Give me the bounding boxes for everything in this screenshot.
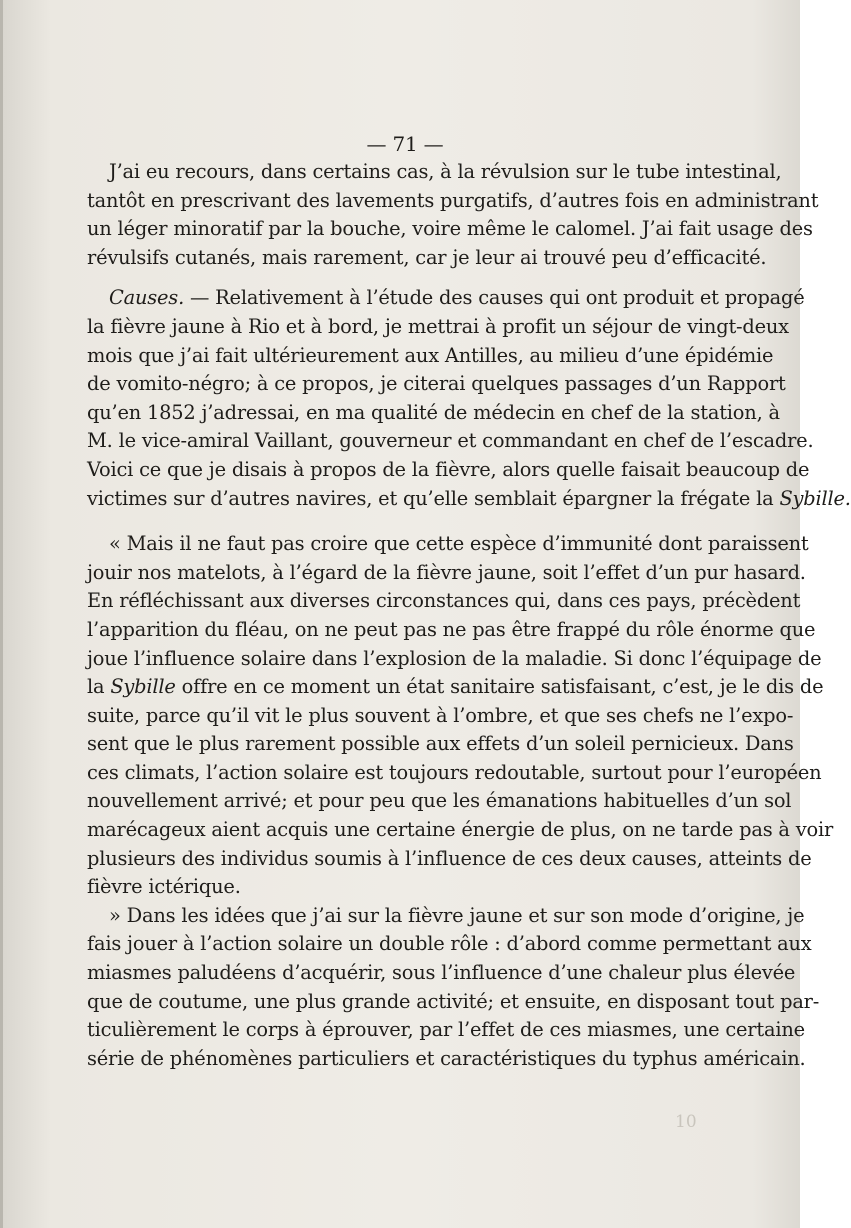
paragraph-solar-action [87,902,820,1074]
text-line [87,284,805,313]
text-line: « Mais il ne faut pas croire que cette espèce d’immunité dont paraissent [109,532,809,556]
text-line: révulsifs cutanés, mais rarement, car je leur ai trouvé peu d’efficacité. [87,245,767,269]
text-line: ces climats, l’action solaire est toujours redoutable, surtout pour l’européen [87,760,822,784]
text-line: un léger minoratif par la bouche, voire même le calomel. J’ai fait usage des [87,217,813,241]
text-line: marécageux aient acquis une certaine énergie de plus, on ne tarde pas à voir [87,818,834,842]
text-line: Voici ce que je disais à propos de la fièvre, alors quelle faisait beaucoup de [87,457,810,481]
text-line: plusieurs des individus soumis à l’influence de ces deux causes, atteints de [87,846,812,870]
text-line: mois que j’ai fait ultérieurement aux Antilles, au milieu d’une épidémie [87,343,774,367]
text-fragment: — Relativement à l’étude des causes qui ont produit et propagé [184,286,805,310]
text-line: fièvre ictérique. [87,875,241,899]
text-line: miasmes paludéens d’acquérir, sous l’influence d’une chaleur plus élevée [87,961,796,985]
text-line: jouir nos matelots, à l’égard de la fièvre jaune, soit l’effet d’un pur hasard. [87,560,806,584]
page-text [87,130,851,1073]
text-line: fais jouer à l’action solaire un double rôle : d’abord comme permettant aux [87,932,812,956]
text-line: nouvellement arrivé; et pour peu que les émanations habituelles d’un sol [87,789,792,813]
ship-name: Sybille [110,675,176,699]
text-line: M. le vice-amiral Vaillant, gouverneur et commandant en chef de l’escadre. [87,429,814,453]
paragraph-treatment [87,158,819,272]
text-fragment: la [87,675,111,699]
section-heading-causes: Causes. [109,286,185,310]
text-fragment: victimes sur d’autres navires, et qu’elle semblait épargner la frégate la [87,486,780,510]
text-line: suite, parce qu’il vit le plus souvent à l’ombre, et que ses chefs ne l’expo- [87,703,794,727]
paragraph-quote [87,530,834,902]
text-line: de vomito-négro; à ce propos, je citerai quelques passages d’un Rapport [87,372,786,396]
text-fragment: offre en ce moment un état sanitaire satisfaisant, c’est, je le dis de [175,675,824,699]
text-line: que de coutume, une plus grande activité; et ensuite, en disposant tout par- [87,989,820,1013]
text-line: J’ai eu recours, dans certains cas, à la révulsion sur le tube intestinal, [109,160,782,183]
text-line: En réfléchissant aux diverses circonstances qui, dans ces pays, précèdent [87,589,801,613]
ship-name: Sybille. [779,486,851,510]
text-line [87,673,824,702]
text-line: » Dans les idées que j’ai sur la fièvre jaune et sur son mode d’origine, je [109,903,805,927]
text-line: série de phénomènes particuliers et caractéristiques du typhus américain. [87,1046,806,1070]
text-line: tantôt en prescrivant des lavements purgatifs, d’autres fois en administrant [87,188,819,212]
text-line: ticulièrement le corps à éprouver, par l’effet de ces miasmes, une certaine [87,1018,805,1042]
text-line: sent que le plus rarement possible aux effets d’un soleil pernicieux. Dans [87,732,794,756]
text-line: la fièvre jaune à Rio et à bord, je mettrai à profit un séjour de vingt-deux [87,314,789,338]
page-number: — 71 — [366,132,444,156]
text-line [87,485,851,514]
paragraph-causes [87,284,851,513]
text-line: joue l’influence solaire dans l’explosion de la maladie. Si donc l’équipage de [87,646,822,670]
text-line: qu’en 1852 j’adressai, en ma qualité de médecin en chef de la station, à [87,400,780,424]
text-line: l’apparition du fléau, on ne peut pas ne pas être frappé du rôle énorme que [87,617,816,641]
signature-mark: 10 [675,1112,697,1132]
